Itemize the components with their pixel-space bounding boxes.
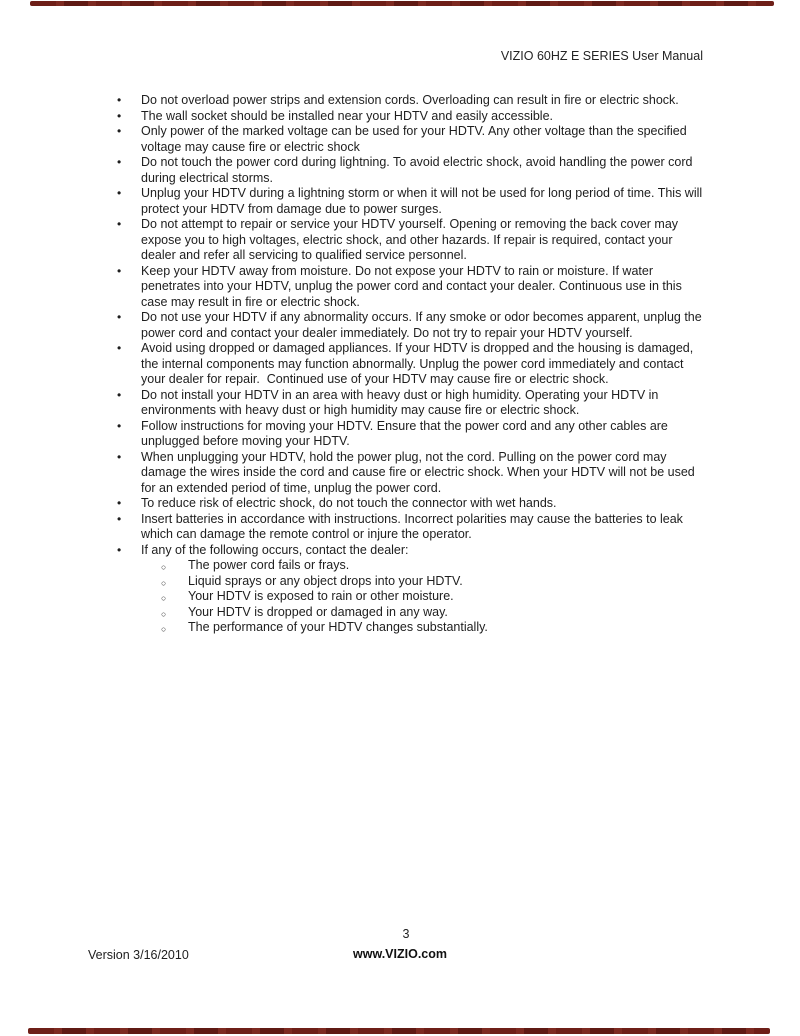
sub-list-item-text: The power cord fails or frays. (188, 558, 350, 572)
bullet-icon: • (117, 310, 122, 324)
bullet-icon: • (117, 186, 122, 200)
sub-list-item (0, 558, 800, 574)
bullet-icon: • (117, 263, 122, 278)
sub-list-item-text: Your HDTV is dropped or damaged in any way. (188, 604, 448, 619)
list-item (0, 310, 800, 341)
list-item (0, 124, 800, 155)
list-item (0, 419, 800, 450)
bullet-icon: • (117, 449, 122, 464)
sub-list-item (0, 589, 800, 605)
list-item (0, 450, 800, 497)
circle-bullet-icon: ○ (161, 624, 167, 634)
list-item-text: If any of the following occurs, contact the dealer: (141, 542, 409, 557)
bullet-icon: • (117, 387, 122, 402)
scan-artifact-top-bar (30, 1, 774, 6)
list-item (0, 186, 800, 217)
circle-bullet-icon: ○ (161, 577, 167, 588)
list-item-text: When unplugging your HDTV, hold the power plug, not the cord. Pulling on the power cord may damage the wires inside the cord and cause fire or electric shock. When your HDTV will not be used for an extended period of time, unplug the power cord. (141, 449, 699, 495)
bullet-icon: • (117, 155, 122, 169)
list-item (0, 512, 800, 543)
page-header (0, 49, 703, 65)
list-item (0, 543, 800, 636)
sub-list-item (0, 620, 800, 636)
sub-list-item (0, 574, 800, 590)
sub-list (0, 558, 800, 636)
bullet-icon: • (117, 542, 122, 557)
list-item (0, 388, 800, 419)
circle-bullet-icon: ○ (161, 593, 167, 603)
sub-list-item-text: Your HDTV is exposed to rain or other moisture. (188, 589, 454, 603)
list-item (0, 217, 800, 264)
bullet-icon: • (117, 418, 122, 433)
list-item (0, 264, 800, 311)
list-item-text: Insert batteries in accordance with instructions. Incorrect polarities may cause the batteries to leak which can damage the remote control or injure the operator. (141, 511, 687, 541)
circle-bullet-icon: ○ (161, 608, 167, 619)
page-footer (0, 947, 800, 963)
list-item-text: The wall socket should be installed near your HDTV and easily accessible. (141, 108, 554, 123)
list-item-text: Keep your HDTV away from moisture. Do not expose your HDTV to rain or moisture. If water penetrates into your HDTV, unplug the power cord and contact your dealer. Continuous use in this case may result in fire or electric shock. (141, 263, 686, 309)
safety-bullet-list (0, 93, 800, 636)
list-item-text: Follow instructions for moving your HDTV. Ensure that the power cord and any other cables are unplugged before moving your HDTV. (141, 418, 672, 448)
list-item (0, 109, 800, 125)
footer-url: www.VIZIO.com (353, 947, 447, 961)
bullet-icon: • (117, 496, 122, 510)
page-number: 3 (402, 927, 410, 941)
list-item (0, 496, 800, 512)
list-item-text: To reduce risk of electric shock, do not touch the connector with wet hands. (141, 496, 557, 510)
scan-artifact-bottom-bar (28, 1028, 770, 1034)
sub-list-item-text: Liquid sprays or any object drops into your HDTV. (188, 573, 463, 588)
list-item (0, 341, 800, 388)
list-item-text: Only power of the marked voltage can be used for your HDTV. Any other voltage than the specified voltage may cause fire or electric shock (141, 124, 691, 154)
list-item-text: Avoid using dropped or damaged appliances. If your HDTV is dropped and the housing is damaged, the internal components may function abnormally. Unplug the power cord immediately and contact your dealer for repair. Continued use of your HDTV may cause fire or electric shock. (141, 341, 697, 386)
bullet-icon: • (117, 217, 122, 231)
list-item (0, 155, 800, 186)
list-item (0, 93, 800, 109)
header-title: VIZIO 60HZ E SERIES User Manual (500, 49, 703, 63)
bullet-icon: • (117, 108, 122, 123)
sub-list-item-text: The performance of your HDTV changes substantially. (188, 620, 488, 634)
list-item-text: Do not overload power strips and extension cords. Overloading can result in fire or electric shock. (141, 93, 679, 107)
list-item-text: Unplug your HDTV during a lightning storm or when it will not be used for long period of time. This will protect your HDTV from damage due to power surges. (141, 186, 706, 216)
list-item-text: Do not install your HDTV in an area with heavy dust or high humidity. Operating your HDTV in environments with heavy dust or high humidity may cause fire or electric shock. (141, 387, 662, 417)
list-item-text: Do not touch the power cord during lightning. To avoid electric shock, avoid handling the power cord during electrical storms. (141, 155, 696, 185)
bullet-icon: • (117, 93, 122, 107)
circle-bullet-icon: ○ (161, 562, 167, 572)
sub-list-item (0, 605, 800, 621)
bullet-icon: • (117, 341, 122, 355)
footer-version: Version 3/16/2010 (88, 948, 189, 962)
bullet-icon: • (117, 124, 122, 138)
list-item-text: Do not attempt to repair or service your HDTV yourself. Opening or removing the back cover may expose you to high voltages, electric shock, and other hazards. If repair is required, contact your dealer and refer all servicing to qualified service personnel. (141, 217, 682, 262)
bullet-icon: • (117, 511, 122, 526)
list-item-text: Do not use your HDTV if any abnormality occurs. If any smoke or odor becomes apparent, unplug the power cord and contact your dealer immediately. Do not try to repair your HDTV yourself. (141, 310, 706, 340)
